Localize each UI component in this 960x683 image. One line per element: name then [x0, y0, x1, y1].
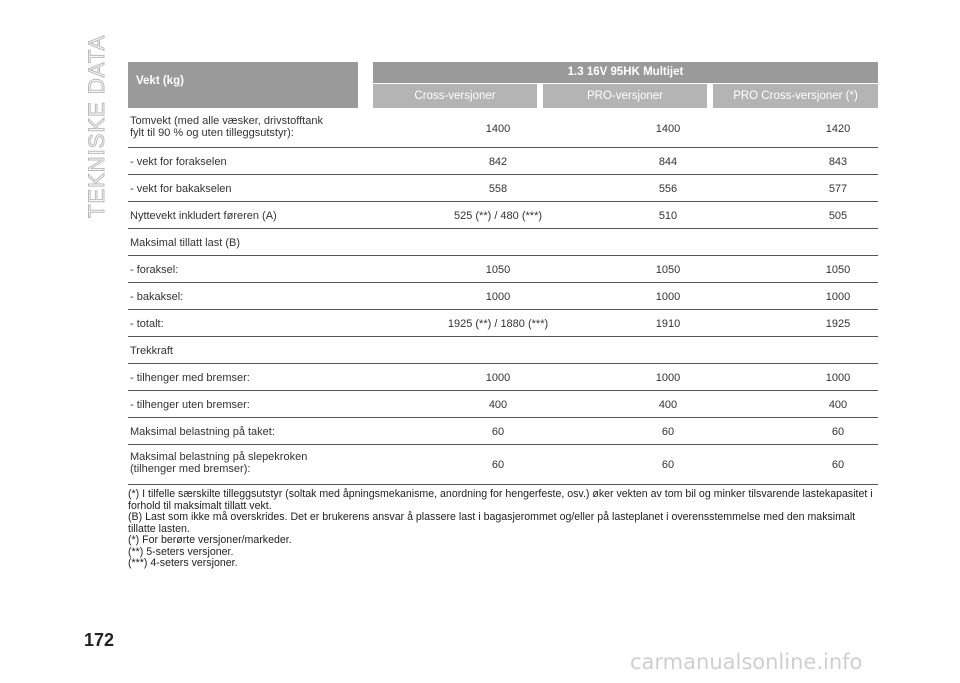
cell-pro-cross: 1420	[825, 123, 851, 135]
table-row	[128, 256, 878, 283]
footnote: (*) I tilfelle særskilte tilleggsutstyr (soltak med åpningsmekanisme, anordning for hengerfeste, osv.) øker vekten av tom bil og minker tilsvarende lastekapasitet i forhold til maksimalt tillatt vekt.	[128, 488, 873, 512]
row-label: - totalt:	[130, 318, 164, 330]
table-row	[128, 364, 878, 391]
row-label: - bakaksel:	[130, 291, 184, 303]
row-label: - tilhenger uten bremser:	[130, 399, 250, 411]
table-row	[128, 283, 878, 310]
cell-pro: 1000	[655, 291, 681, 303]
cell-pro: 60	[661, 426, 675, 438]
row-label: Maksimal tillatt last (B)	[130, 237, 241, 249]
row-label: - foraksel:	[130, 264, 179, 276]
cell-cross: 1000	[485, 291, 511, 303]
footnote: (*) For berørte versjoner/markeder.	[128, 534, 292, 546]
table-row	[128, 229, 878, 256]
cell-pro-cross: 1000	[825, 291, 851, 303]
cell-cross: 1925 (**) / 1880 (***)	[447, 318, 549, 330]
footnote: (B) Last som ikke må overskrides. Det er brukerens ansvar å plassere last i bagasjerommet og/eller på lasteplanet i overensstemmelse med den maksimalt tillatte lasten.	[128, 511, 856, 535]
page-number: 172	[84, 630, 115, 650]
table-row	[128, 418, 878, 445]
cell-pro-cross: 1925	[825, 318, 851, 330]
cell-pro: 400	[658, 399, 678, 411]
cell-cross: 1400	[485, 123, 511, 135]
table-row	[128, 445, 878, 485]
cell-pro-cross: 505	[828, 210, 848, 222]
table-row	[128, 202, 878, 229]
cell-pro-cross: 1050	[825, 264, 851, 276]
footnote: (***) 4-seters versjoner.	[128, 557, 238, 569]
footnote: (**) 5-seters versjoner.	[128, 545, 234, 558]
table-row	[128, 148, 878, 175]
column-header-pro-cross: PRO Cross-versjoner (*)	[713, 84, 878, 108]
cell-cross: 558	[488, 183, 508, 195]
table-row	[128, 310, 878, 337]
table-row	[128, 391, 878, 418]
cell-pro: 510	[658, 210, 678, 222]
table-row	[128, 337, 878, 364]
cell-pro-cross: 1000	[825, 372, 851, 384]
column-header-cross: Cross-versjoner	[373, 84, 537, 108]
cell-pro-cross: 843	[828, 156, 848, 168]
cell-cross: 842	[488, 156, 508, 168]
row-label: - tilhenger med bremser:	[130, 372, 250, 384]
cell-pro-cross: 577	[828, 183, 848, 195]
row-header: Vekt (kg)	[128, 62, 358, 108]
row-label: fylt til 90 % og uten tilleggsutstyr):	[130, 127, 294, 139]
row-label: Trekkraft	[130, 345, 173, 357]
cell-pro: 1050	[655, 264, 681, 276]
row-label: Maksimal belastning på taket:	[130, 426, 275, 438]
row-label: - vekt for bakakselen	[130, 183, 232, 195]
row-label: - vekt for forakselen	[130, 156, 227, 168]
cell-pro: 1910	[655, 318, 681, 330]
cell-cross: 525 (**) / 480 (***)	[453, 210, 543, 222]
table-row	[128, 175, 878, 202]
cell-pro: 844	[658, 156, 678, 168]
row-label: Tomvekt (med alle væsker, drivstofftank	[130, 115, 323, 127]
row-label: Nyttevekt inkludert føreren (A)	[130, 210, 277, 222]
cell-pro: 1000	[655, 372, 681, 384]
section-title: TEKNISKE DATA	[84, 34, 109, 218]
row-label: Maksimal belastning på slepekroken	[130, 451, 308, 463]
table-row	[128, 110, 878, 148]
watermark: carmanualsonline.info	[630, 650, 863, 674]
cell-cross: 1000	[485, 372, 511, 384]
cell-cross: 1050	[485, 264, 511, 276]
cell-pro: 556	[658, 183, 678, 195]
cell-pro-cross: 400	[828, 399, 848, 411]
column-header-pro: PRO-versjoner	[543, 84, 707, 108]
cell-pro-cross: 60	[831, 459, 845, 471]
cell-cross: 60	[491, 426, 505, 438]
cell-cross: 400	[488, 399, 508, 411]
row-label: (tilhenger med bremser):	[130, 463, 251, 475]
footnotes	[128, 489, 880, 570]
engine-group-header: 1.3 16V 95HK Multijet	[373, 62, 878, 83]
cell-cross: 60	[491, 459, 505, 471]
cell-pro-cross: 60	[831, 426, 845, 438]
cell-pro: 60	[661, 459, 675, 471]
cell-pro: 1400	[655, 123, 681, 135]
